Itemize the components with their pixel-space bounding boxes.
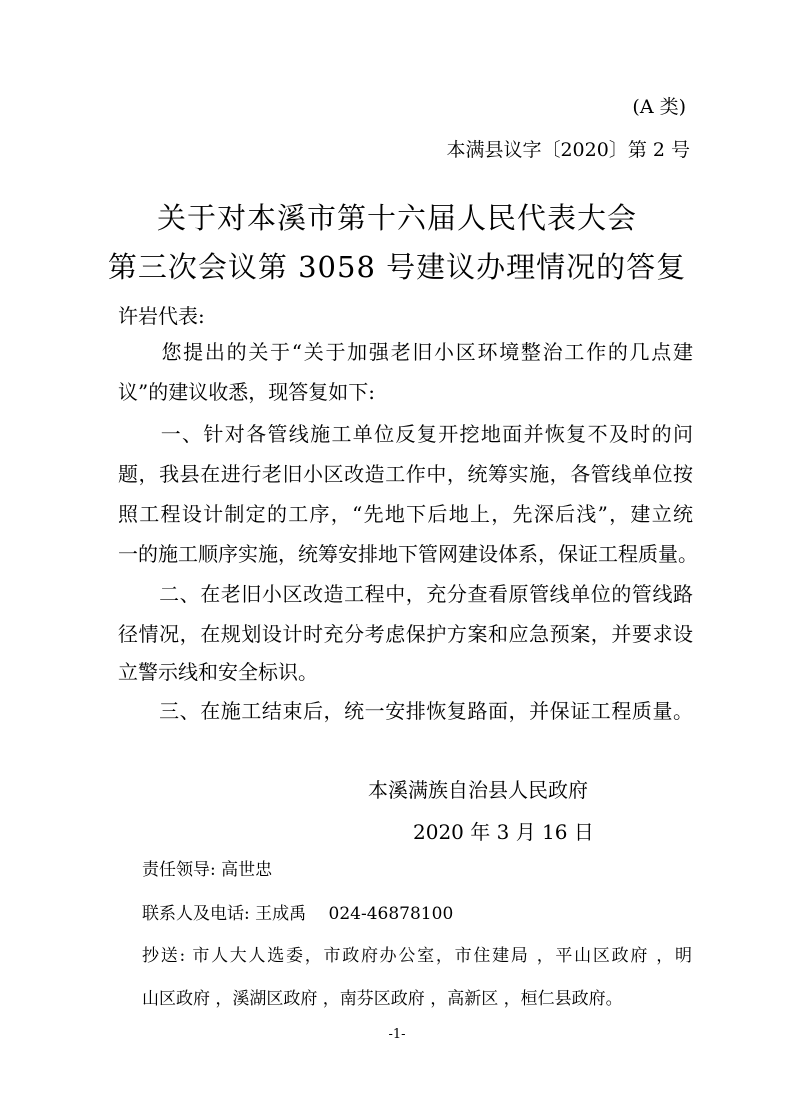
cc-line-2: 山区政府 ，溪湖区政府 ，南芬区政府 ，高新区 ，桓仁县政府。	[142, 989, 623, 1009]
title-line-1: 关于对本溪市第十六届人民代表大会	[156, 201, 637, 235]
body-line: 立警示线和安全标识。	[118, 660, 318, 684]
body-line: 三、在施工结束后，统一安排恢复路面，并保证工程质量。	[118, 699, 693, 723]
document-number: 本满县议字〔2020〕第 2 号	[446, 139, 690, 161]
signature-organization: 本溪满族自治县人民政府	[368, 778, 588, 802]
body-line: 二、在老旧小区改造工程中，充分查看原管线单位的管线路	[118, 582, 693, 606]
body-line: 一的施工顺序实施，统筹安排地下管网建设体系，保证工程质量。	[118, 542, 698, 566]
body-line: 议”的建议收悉，现答复如下:	[118, 380, 375, 404]
body-line: 照工程设计制定的工序，“先地下后地上，先深后浅”，建立统	[118, 502, 693, 526]
salutation: 许岩代表:	[118, 304, 205, 328]
contact-info: 联系人及电话: 王成禹 024-46878100	[142, 904, 454, 924]
signature-date: 2020 年 3 月 16 日	[413, 820, 594, 844]
body-line: 您提出的关于“关于加强老旧小区环境整治工作的几点建	[118, 340, 693, 364]
body-line: 径情况，在规划设计时充分考虑保护方案和应急预案，并要求设	[118, 622, 693, 646]
page-number: -1-	[388, 1027, 406, 1042]
body-line: 题，我县在进行老旧小区改造工作中，统筹实施，各管线单位按	[118, 462, 693, 486]
category-label: (A 类)	[632, 96, 686, 118]
title-line-2: 第三次会议第 3058 号建议办理情况的答复	[107, 250, 687, 284]
responsible-leader: 责任领导: 高世忠	[142, 860, 273, 880]
body-line: 一、针对各管线施工单位反复开挖地面并恢复不及时的问	[118, 422, 693, 446]
cc-line-1: 抄送: 市人大人选委，市政府办公室，市住建局 ，平山区政府 ，明	[142, 946, 692, 966]
